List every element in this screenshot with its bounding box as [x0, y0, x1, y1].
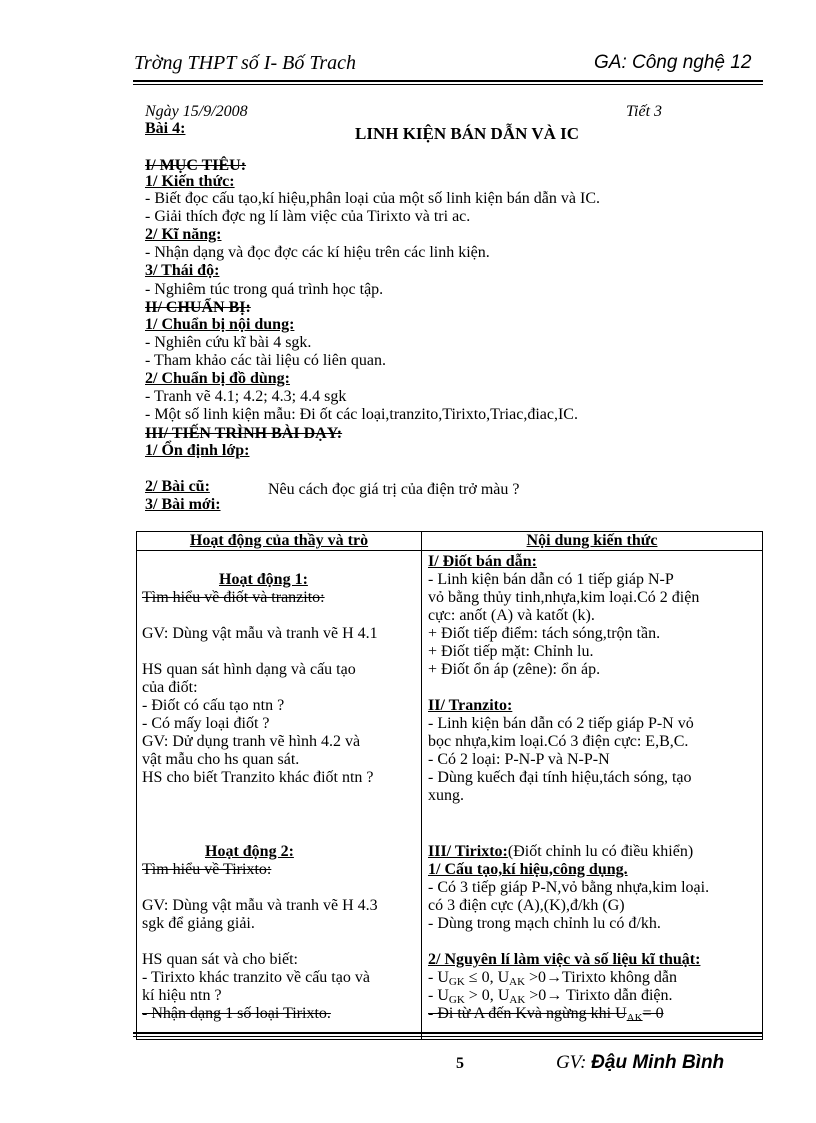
activity-heading: Hoạt động 1:	[219, 571, 308, 588]
body-line: - Tranh vẽ 4.1; 4.2; 4.3; 4.4 sgk	[145, 388, 347, 405]
section-heading: I/ MỤC TIÊU:	[145, 157, 247, 174]
subsection-heading: 2/ Kĩ năng:	[145, 226, 222, 243]
subsection-heading: 1/ Chuẩn bị nội dung:	[145, 316, 295, 333]
content-line: có 3 điện cực (A),(K),đ/kh (G)	[428, 897, 625, 914]
section-heading: II/ CHUẨN BỊ:	[145, 299, 251, 316]
content-line: cực: anốt (A) và katốt (k).	[428, 607, 595, 624]
content-heading: II/ Tranzito:	[428, 697, 513, 714]
activity-line: của điốt:	[142, 679, 198, 696]
content-heading: III/ Tirixto:	[428, 843, 508, 860]
content-line: - Đi từ A đến Kvà ngừng khi $U_{AK}= 0$	[428, 1005, 664, 1024]
content-cell	[422, 551, 763, 1040]
content-line: - $U_{GK} > 0$, $U_{AK} >0\to$ Tirixto dẫn điện.	[428, 987, 673, 1006]
activity-line: HS cho biết Tranzito khác điốt ntn ?	[142, 769, 374, 786]
body-line: - Giải thích đợc ng lí làm việc của Tirixto và tri ac.	[145, 208, 471, 225]
activity-cell	[137, 551, 422, 1040]
body-line: - Một số linh kiện mẫu: Đi ốt các loại,tranzito,Tirixto,Triac,điac,IC.	[145, 406, 578, 423]
content-heading: 1/ Cấu tạo,kí hiệu,công dụng.	[428, 861, 628, 878]
author-name: Đậu Minh Bình	[591, 1052, 725, 1073]
activity-line: Tìm hiểu về Tirixto:	[142, 861, 272, 878]
body-line: - Biết đọc cấu tạo,kí hiệu,phân loại của một số linh kiện bán dẫn và IC.	[145, 190, 600, 207]
activity-line: sgk để giảng giải.	[142, 915, 255, 932]
activity-heading: Hoạt động 2:	[205, 843, 294, 860]
content-line: - Linh kiện bán dẫn có 2 tiếp giáp P-N vỏ	[428, 715, 694, 732]
content-line: - Dùng kuếch đại tính hiệu,tách sóng, tạo	[428, 769, 692, 786]
content-heading: I/ Điốt bán dẫn:	[428, 553, 537, 570]
activity-line: HS quan sát hình dạng và cấu tạo	[142, 661, 356, 678]
subsection-heading: 1/ Kiến thức:	[145, 173, 235, 190]
footer-gv: GV:	[556, 1052, 587, 1073]
activity-line: - Nhận dạng 1 số loại Tirixto.	[142, 1005, 331, 1022]
activity-line: Tìm hiểu về điốt và tranzito:	[142, 589, 325, 606]
lesson-date: Ngày 15/9/2008	[145, 103, 248, 120]
body-line: - Nghiêm túc trong quá trình học tập.	[145, 281, 384, 298]
subsection-heading: 3/ Thái độ:	[145, 262, 220, 279]
activity-line: - Có mấy loại điốt ?	[142, 715, 270, 732]
header-rule	[133, 80, 763, 82]
page-title: LINH KIỆN BÁN DẪN VÀ IC	[355, 124, 580, 143]
subsection-heading: 2/ Bài cũ:	[145, 478, 210, 495]
header-school: Trờng THPT số I- Bố Trach	[134, 52, 357, 74]
activity-line: GV: Dử dụng tranh vẽ hình 4.2 và	[142, 733, 361, 750]
content-heading: 2/ Nguyên lí làm việc và số liệu kĩ thuật:	[428, 951, 701, 968]
section-heading: III/ TIẾN TRÌNH BÀI DẠY:	[145, 425, 343, 442]
activity-line: kí hiệu ntn ?	[142, 987, 222, 1004]
body-line: - Nghiên cứu kĩ bài 4 sgk.	[145, 334, 312, 351]
lesson-bai: Bài 4:	[145, 120, 186, 137]
content-line: xung.	[428, 787, 464, 804]
content-line: vỏ bằng thủy tinh,nhựa,kim loại.Có 2 điện	[428, 589, 700, 606]
activity-line: vật mẫu cho hs quan sát.	[142, 751, 300, 768]
table-header-content: Nội dung kiến thức	[422, 532, 763, 551]
content-line: + Điốt ổn áp (zêne): ổn áp.	[428, 661, 601, 678]
body-line: Nêu cách đọc giá trị của điện trở màu ?	[268, 481, 520, 498]
activity-line: - Điốt có cấu tạo ntn ?	[142, 697, 285, 714]
activity-line: GV: Dùng vật mẫu và tranh vẽ H 4.3	[142, 897, 378, 914]
body-line: - Nhận dạng và đọc đợc các kí hiệu trên các linh kiện.	[145, 244, 490, 261]
footer-rule-thin	[133, 1036, 763, 1037]
header-subject: GA: Công nghệ 12	[594, 52, 752, 73]
content-line: - Dùng trong mạch chỉnh lu có đ/kh.	[428, 915, 661, 932]
subsection-heading: 2/ Chuẩn bị đồ dùng:	[145, 370, 290, 387]
lesson-number: Tiết 3	[626, 103, 663, 120]
page-number: 5	[456, 1055, 464, 1072]
content-line: - Có 3 tiếp giáp P-N,vỏ bằng nhựa,kim loại.	[428, 879, 710, 896]
table-header-activity: Hoạt động của thầy và trò	[137, 532, 422, 551]
lesson-table	[136, 531, 763, 1040]
footer-rule	[133, 1032, 763, 1034]
activity-line: - Tirixto khác tranzito về cấu tạo và	[142, 969, 370, 986]
footer-author	[556, 1052, 724, 1074]
subsection-heading: 1/ Ổn định lớp:	[145, 442, 250, 459]
content-line: + Điốt tiếp điểm: tách sóng,trộn tần.	[428, 625, 661, 642]
content-line: - Linh kiện bán dẫn có 1 tiếp giáp N-P	[428, 571, 674, 588]
content-heading-row	[428, 843, 693, 861]
content-line: (Điốt chỉnh lu có điều khiển)	[507, 843, 694, 860]
content-line: - Có 2 loại: P-N-P và N-P-N	[428, 751, 610, 768]
activity-line: HS quan sát và cho biết:	[142, 951, 298, 968]
header-rule-thin	[133, 84, 763, 85]
content-line: - $U_{GK} \le 0$, $U_{AK}$ >0→Tirixto không dẫn	[428, 969, 678, 988]
activity-line: GV: Dùng vật mẫu và tranh vẽ H 4.1	[142, 625, 378, 642]
subsection-heading: 3/ Bài mới:	[145, 496, 221, 513]
content-line: bọc nhựa,kim loại.Có 3 điện cực: E,B,C.	[428, 733, 689, 750]
body-line: - Tham khảo các tài liệu có liên quan.	[145, 352, 386, 369]
content-line: + Điốt tiếp mặt: Chỉnh lu.	[428, 643, 594, 660]
